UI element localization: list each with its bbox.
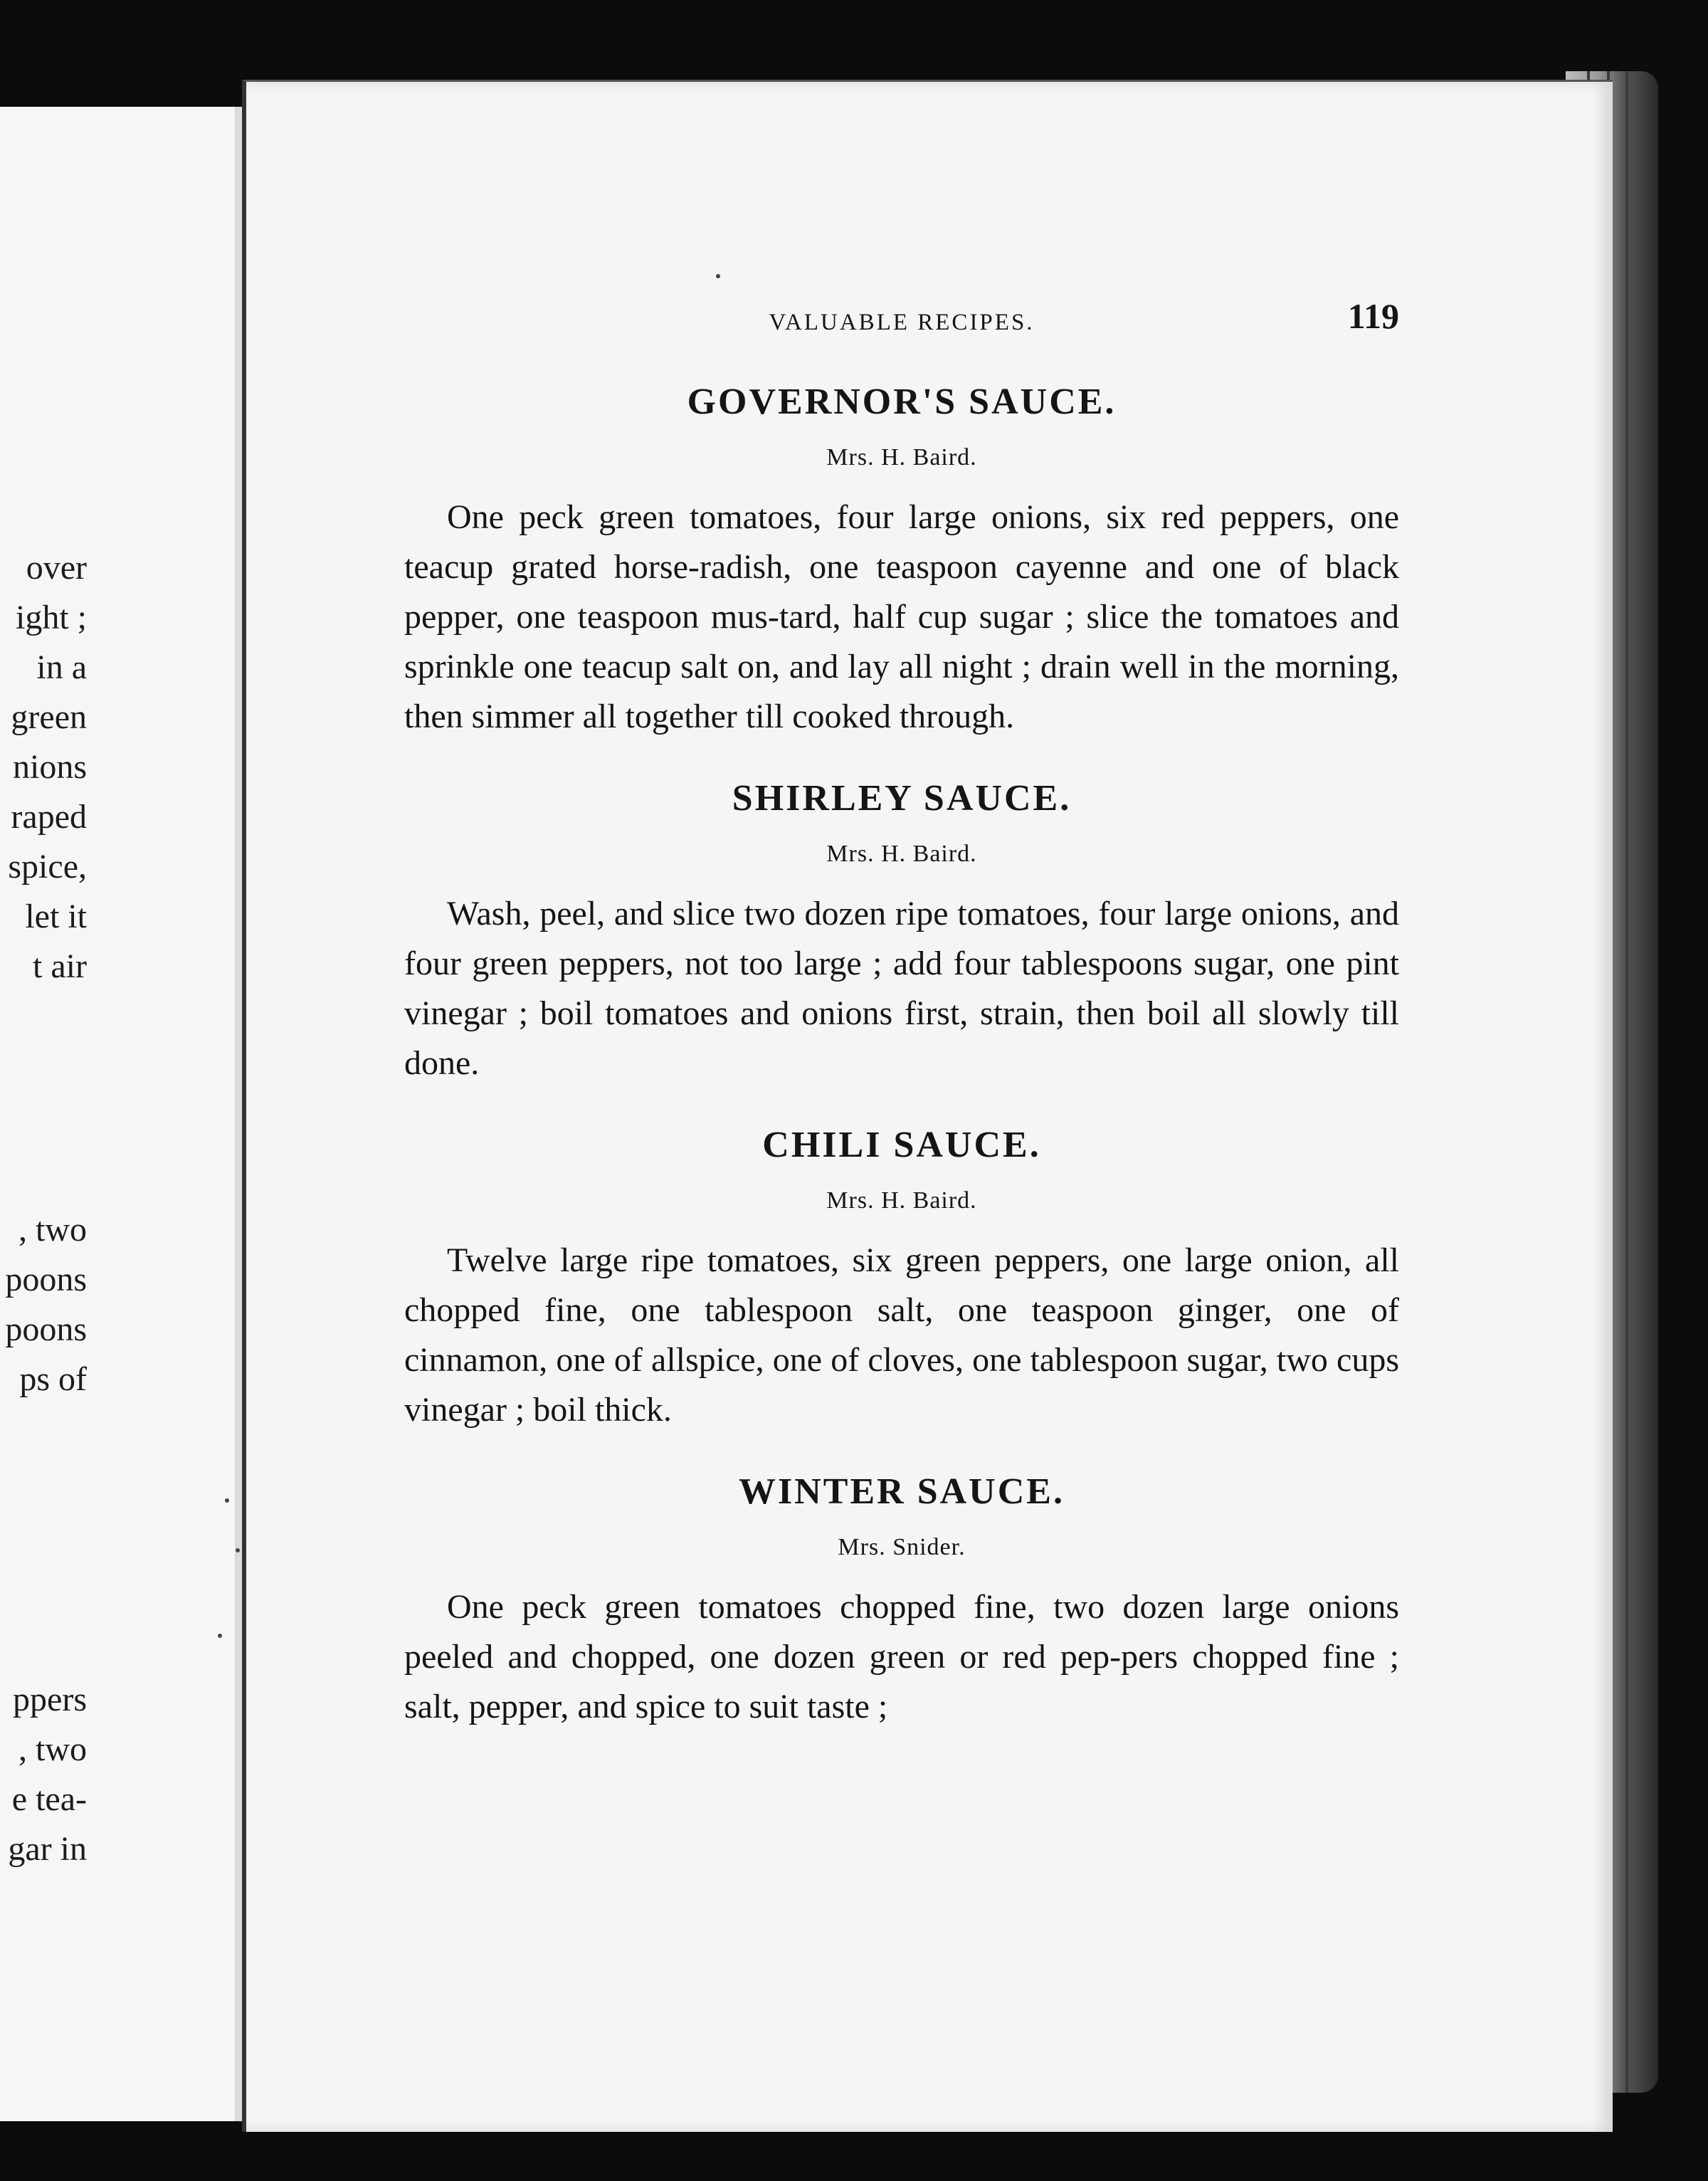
left-fragment: over — [26, 549, 87, 587]
recipe-chili-sauce — [404, 1124, 1399, 1435]
recipe-author: Mrs. H. Baird. — [826, 841, 977, 867]
running-title: VALUABLE RECIPES. — [769, 310, 1035, 335]
left-fragment: spice, — [8, 848, 87, 885]
left-fragment: in a — [36, 648, 87, 686]
recipe-body: Twelve large ripe tomatoes, six green peppers, one large onion, all chopped fine, one tablespoon salt, one teaspoon ginger, one of cinnamon, one of allspice, one of cloves, one tablespoon sugar, two cups vinegar ; boil thick. — [404, 1241, 1399, 1429]
left-fragment: t air — [33, 947, 87, 985]
recipe-title: SHIRLEY SAUCE. — [732, 778, 1072, 819]
left-page — [0, 107, 239, 2121]
left-fragment: , two — [19, 1211, 87, 1249]
left-fragment: raped — [11, 798, 87, 836]
book-page — [242, 80, 1613, 2132]
recipe-author: Mrs. H. Baird. — [826, 444, 977, 471]
running-head — [404, 295, 1399, 381]
recipe-body: Wash, peel, and slice two dozen ripe tomatoes, four large onions, and four green peppers, not too large ; add four tablespoons sugar, one pint vinegar ; boil tomatoes and onions first, strain, then boil all slowly till done. — [404, 895, 1399, 1082]
recipe-author: Mrs. H. Baird. — [826, 1187, 977, 1214]
recipe-title: WINTER SAUCE. — [739, 1471, 1065, 1512]
left-fragment: ight ; — [15, 599, 87, 636]
page-content — [404, 295, 1399, 1767]
left-fragment: gar in — [8, 1830, 87, 1868]
recipe-governors-sauce — [404, 381, 1399, 742]
left-fragment: , two — [19, 1730, 87, 1768]
left-fragment: let it — [25, 898, 87, 935]
recipe-winter-sauce — [404, 1471, 1399, 1732]
left-fragment: e tea- — [11, 1780, 87, 1818]
left-fragment: poons — [5, 1310, 87, 1348]
left-fragment: green — [11, 698, 87, 736]
recipe-shirley-sauce — [404, 777, 1399, 1088]
left-fragment: ps of — [19, 1360, 87, 1398]
recipe-title: CHILI SAUCE. — [762, 1125, 1041, 1165]
recipe-body: One peck green tomatoes, four large onions, six red peppers, one teacup grated horse-radish, one teaspoon cayenne and one of black pepper, one teaspoon mus-tard, half cup sugar ; slice the tomatoes and sprinkle one teacup salt on, and lay all night ; drain well in the morning, then simmer all together till cooked through. — [404, 498, 1399, 735]
left-fragment: poons — [5, 1261, 87, 1298]
left-fragment: nions — [12, 748, 87, 786]
left-fragment: ppers — [13, 1681, 87, 1718]
page-number: 119 — [1347, 296, 1399, 336]
recipe-body: One peck green tomatoes chopped fine, two dozen large onions peeled and chopped, one dozen green or red pep-pers chopped fine ; salt, pepper, and spice to suit taste ; — [404, 1588, 1399, 1725]
recipe-author: Mrs. Snider. — [838, 1534, 966, 1560]
recipe-title: GOVERNOR'S SAUCE. — [687, 382, 1117, 422]
